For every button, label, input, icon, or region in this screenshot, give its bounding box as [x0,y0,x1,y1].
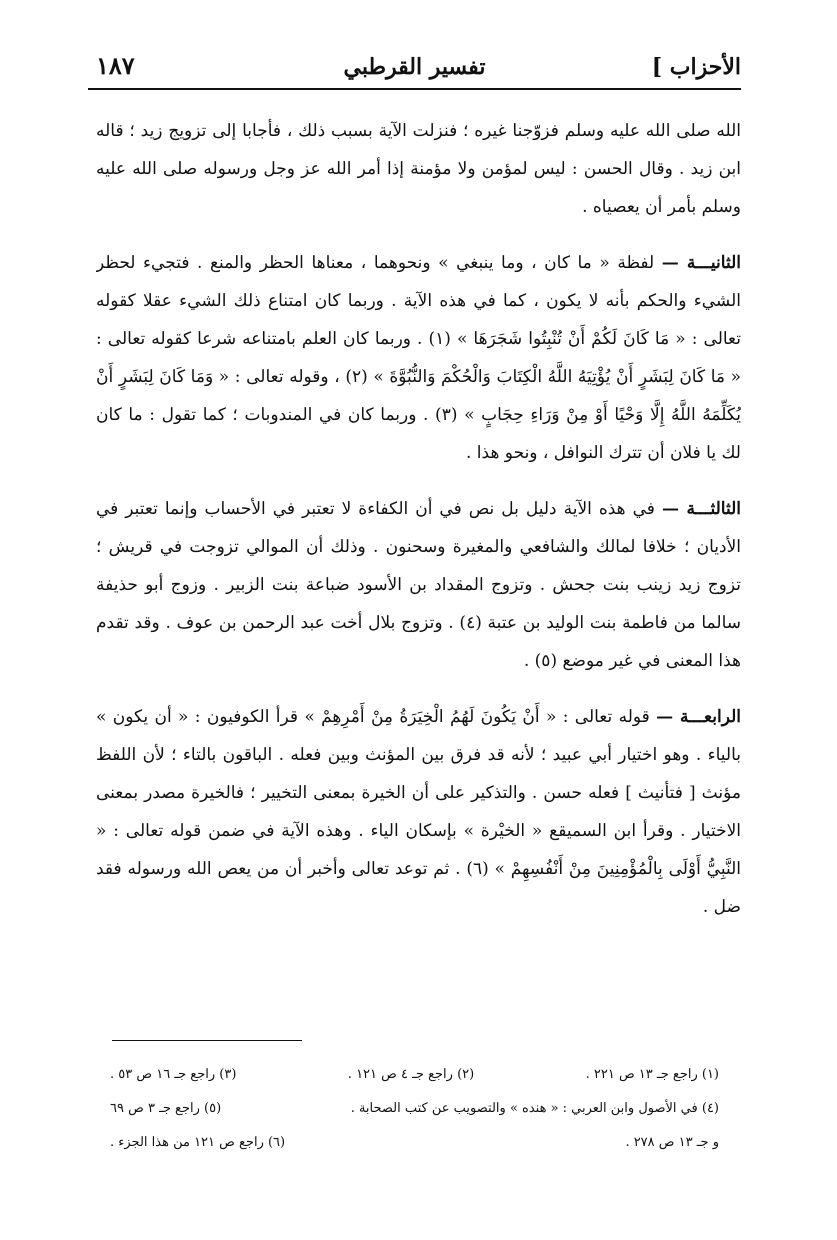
paragraph-text: قوله تعالى : « أَنْ يَكُونَ لَهُمُ الْخِيَرَةُ مِنْ أَمْرِهِمْ » قرأ الكوفيون : « أن يكون » بالياء . وهو اختيار أبي عبيد ؛ لأنه قد فرق بين المؤنث وبين فعله . الباقون بالتاء ؛ لأن اللفظ مؤنث [ فتأنيث ] فعله حسن . والتذكير على أن الخيرة بمعنى التخيير ؛ فالخيرة مصدر بمعنى الاختيار . وقرأ ابن السميقع « الخيْرة » بإسكان الياء . وهذه الآية في ضمن قوله تعالى : « النَّبِيُّ أَوْلَى بِالْمُؤْمِنِينَ مِنْ أَنْفُسِهِمْ » (٦) . ثم توعد تعالى وأخبر أن من يعص الله ورسوله فقد ضل . [96,707,741,917]
footnote-row [110,1092,719,1126]
issue-heading: الثانيـــة — [661,253,741,273]
footnote-row [110,1126,719,1160]
paragraph-text: الله صلى الله عليه وسلم فزوّجنا غيره ؛ فنزلت الآية بسبب ذلك ، فأجابا إلى تزويج زيد ؛ قاله ابن زيد . وقال الحسن : ليس لمؤمن ولا مؤمنة إذا أمر الله عز وجل ورسوله صلى الله عليه وسلم بأمر أن يعصياه . [96,121,741,217]
paragraph [96,490,741,680]
footnote: (٥) راجع جـ ٣ ص ٦٩ [110,1101,222,1116]
footnotes [110,1058,719,1168]
paragraph [96,698,741,926]
footnote: (٢) راجع جـ ٤ ص ١٢١ . [347,1067,475,1082]
paragraph-text: لفظة « ما كان ، وما ينبغي » ونحوهما ، معناها الحظر والمنع . فتجيء لحظر الشيء والحكم بأنه لا يكون ، كما في هذه الآية . وربما كان امتناع ذلك الشيء عقلا كقوله تعالى : « مَا كَانَ لَكُمْ أَنْ تُنْبِتُوا شَجَرَهَا » (١) . وربما كان العلم بامتناعه شرعا كقوله تعالى : « مَا كَانَ لِبَشَرٍ أَنْ يُؤْتِيَهُ اللَّهُ الْكِتَابَ وَالْحُكْمَ وَالنُّبُوَّةَ » (٢) ، وقوله تعالى : « وَمَا كَانَ لِبَشَرٍ أَنْ يُكَلِّمَهُ اللَّهُ إِلَّا وَحْيًا أَوْ مِنْ وَرَاءِ حِجَابٍ » (٣) . وربما كان في المندوبات ؛ كما تقول : ما كان لك يا فلان أن تترك النوافل ، ونحو هذا . [96,253,741,463]
issue-heading: الرابعـــة — [656,707,741,727]
footnote-row [110,1058,719,1092]
footnote: (٣) راجع جـ ١٦ ص ٥٣ . [110,1067,237,1082]
page-number: ١٨٧ [96,51,135,80]
book-title: تفسير القرطبي [343,54,486,80]
footnote: (١) راجع جـ ١٣ ص ٢٢١ . [585,1067,719,1082]
running-header [88,40,741,90]
paragraph [96,244,741,472]
footnote: (٦) راجع ص ١٢١ من هذا الجزء . [110,1135,286,1150]
footnote: (٤) في الأصول وابن العربي : « هنده » والتصويب عن كتب الصحابة . [350,1101,719,1116]
issue-heading: الثالثـــة — [661,499,741,519]
main-text [96,112,741,1002]
footnote-divider [112,1040,302,1041]
paragraph-text: في هذه الآية دليل بل نص في أن الكفاءة لا تعتبر في الأحساب وإنما تعتبر في الأديان ؛ خلافا لمالك والشافعي والمغيرة وسحنون . وذلك أن الموالي تزوجت في قريش ؛ تزوج زيد زينب بنت جحش . وتزوج المقداد بن الأسود ضباعة بنت الزبير . وزوج أبو حذيفة سالما من فاطمة بنت الوليد بن عتبة (٤) . وتزوج بلال أخت عبد الرحمن بن عوف . وقد تقدم هذا المعنى في غير موضع (٥) . [96,499,741,671]
paragraph [96,112,741,226]
footnote: و جـ ١٣ ص ٢٧٨ . [625,1135,719,1150]
surah-name: الأحزاب ] [651,54,741,80]
